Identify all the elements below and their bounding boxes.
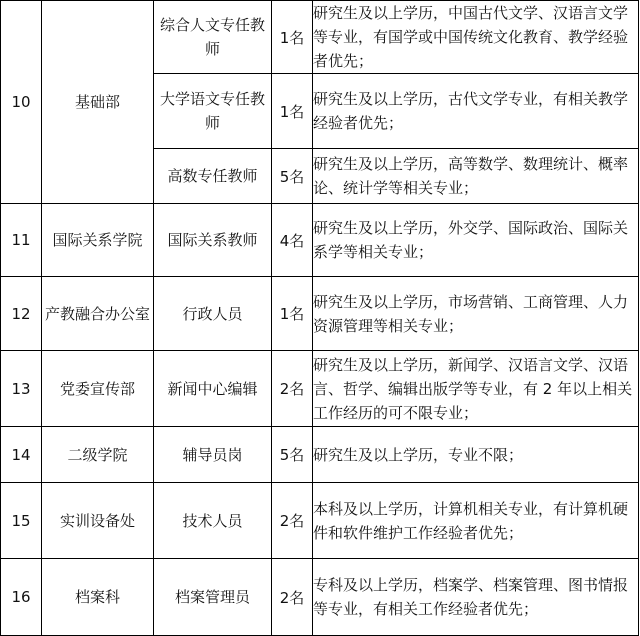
table-row	[1, 204, 639, 277]
headcount-cell: 2名	[272, 351, 313, 427]
headcount-cell: 5名	[272, 427, 313, 483]
requirements-cell: 研究生及以上学历，外交学、国际政治、国际关系学等相关专业；	[313, 204, 639, 277]
department-cell: 实训设备处	[42, 483, 154, 559]
headcount-cell: 2名	[272, 483, 313, 559]
department-cell: 国际关系学院	[42, 204, 154, 277]
row-number: 12	[1, 277, 42, 351]
headcount-cell: 1名	[272, 74, 313, 149]
requirements-cell: 研究生及以上学历，古代文学专业，有相关教学经验者优先；	[313, 74, 639, 149]
headcount-cell: 4名	[272, 204, 313, 277]
position-cell: 大学语文专任教师	[154, 74, 272, 149]
row-number: 16	[1, 559, 42, 636]
table-row	[1, 277, 639, 351]
row-number: 10	[1, 1, 42, 204]
table-row	[1, 483, 639, 559]
position-cell: 综合人文专任教师	[154, 1, 272, 74]
headcount-cell: 1名	[272, 277, 313, 351]
table-row	[1, 1, 639, 74]
row-number: 14	[1, 427, 42, 483]
position-cell: 高数专任教师	[154, 149, 272, 204]
headcount-cell: 1名	[272, 1, 313, 74]
position-cell: 国际关系教师	[154, 204, 272, 277]
table-row	[1, 559, 639, 636]
position-cell: 新闻中心编辑	[154, 351, 272, 427]
department-cell: 产教融合办公室	[42, 277, 154, 351]
requirements-cell: 研究生及以上学历，中国古代文学、汉语言文学等专业，有国学或中国传统文化教育、教学经验者优先；	[313, 1, 639, 74]
department-cell: 基础部	[42, 1, 154, 204]
row-number: 11	[1, 204, 42, 277]
requirements-cell: 研究生及以上学历，新闻学、汉语言文学、汉语言、哲学、编辑出版学等专业，有 2 年以上相关工作经历的可不限专业；	[313, 351, 639, 427]
position-cell: 档案管理员	[154, 559, 272, 636]
requirements-cell: 专科及以上学历，档案学、档案管理、图书情报等专业，有相关工作经验者优先；	[313, 559, 639, 636]
department-cell: 档案科	[42, 559, 154, 636]
headcount-cell: 2名	[272, 559, 313, 636]
row-number: 15	[1, 483, 42, 559]
requirements-cell: 研究生及以上学历，市场营销、工商管理、人力资源管理等相关专业；	[313, 277, 639, 351]
table-row	[1, 351, 639, 427]
requirements-cell: 本科及以上学历，计算机相关专业，有计算机硬件和软件维护工作经验者优先；	[313, 483, 639, 559]
table-row	[1, 427, 639, 483]
headcount-cell: 5名	[272, 149, 313, 204]
position-cell: 技术人员	[154, 483, 272, 559]
position-cell: 辅导员岗	[154, 427, 272, 483]
department-cell: 党委宣传部	[42, 351, 154, 427]
position-cell: 行政人员	[154, 277, 272, 351]
requirements-cell: 研究生及以上学历，高等数学、数理统计、概率论、统计学等相关专业；	[313, 149, 639, 204]
department-cell: 二级学院	[42, 427, 154, 483]
row-number: 13	[1, 351, 42, 427]
requirements-cell: 研究生及以上学历，专业不限；	[313, 427, 639, 483]
